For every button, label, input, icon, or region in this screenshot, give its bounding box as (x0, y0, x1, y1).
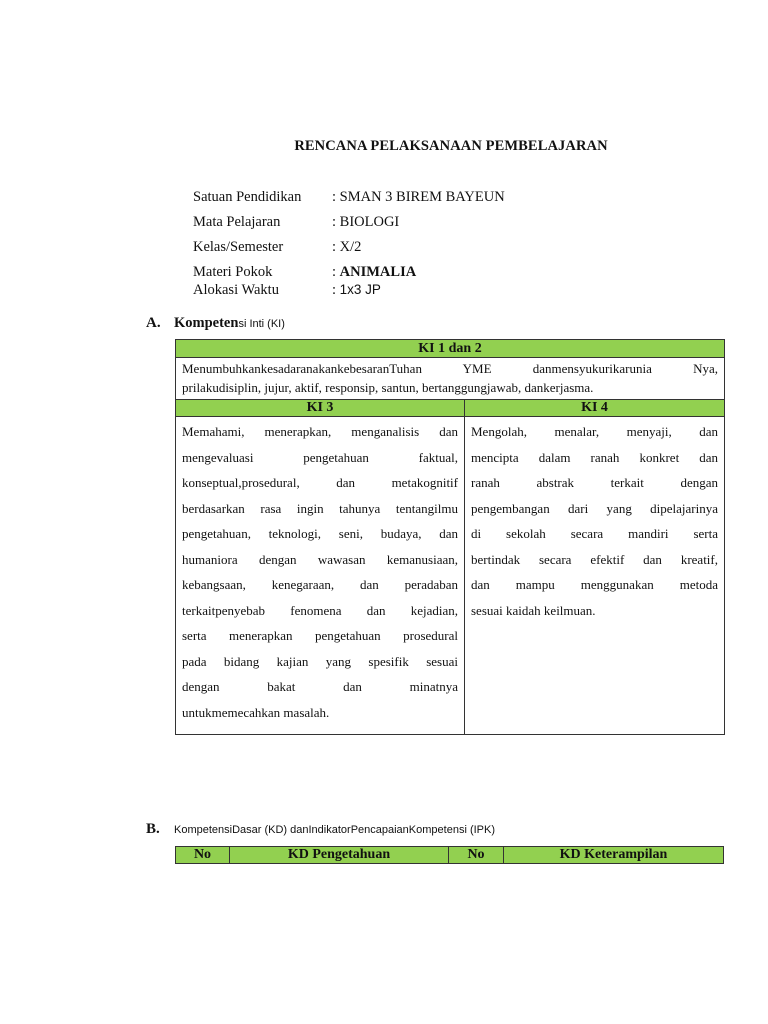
section-b-heading: B. KompetensiDasar (KD) danIndikatorPencapaianKompetensi (IPK) (146, 821, 495, 837)
info-value: : 1x3 JP (332, 282, 381, 298)
document-title: RENCANA PELAKSANAAN PEMBELAJARAN (294, 138, 608, 154)
ki12-header: KI 1 dan 2 (176, 340, 725, 358)
info-value: : BIOLOGI (332, 214, 400, 230)
ki3-header: KI 3 (176, 400, 465, 417)
kd-header-no-2: No (449, 847, 504, 864)
kd-table (175, 846, 724, 864)
ki4-content: Mengolah, menalar, menyaji, dan mencipta dalam ranah konkret dan ranah abstrak terkait dengan pengembangan dari yang dipelajarinya di sekolah secara mandiri serta bertindak secara efektif dan kreatif, dan mampu menggunakan metoda sesuai kaidah keilmuan. (465, 417, 725, 735)
kd-header-pengetahuan: KD Pengetahuan (230, 847, 449, 864)
info-label: Kelas/Semester (193, 239, 284, 255)
section-letter: B. (146, 821, 160, 837)
info-label: Materi Pokok (193, 264, 273, 280)
info-value: : SMAN 3 BIREM BAYEUN (332, 189, 505, 205)
info-label: Satuan Pendidikan (193, 189, 302, 205)
kd-header-no: No (176, 847, 230, 864)
info-label: Alokasi Waktu (193, 282, 279, 298)
ki12-content: MenumbuhkankesadaranakankebesaranTuhan YME danmensyukurikarunia Nya, prilakudisiplin, jujur, aktif, responsip, santun, bertanggungjawab, dankerjasma. (176, 358, 725, 400)
info-value: : ANIMALIA (332, 264, 417, 280)
info-label: Mata Pelajaran (193, 214, 281, 230)
section-letter: A. (146, 315, 161, 331)
info-value: : X/2 (332, 239, 362, 255)
ki-table (175, 339, 725, 735)
ki3-content: Memahami, menerapkan, menganalisis dan mengevaluasi pengetahuan faktual, konseptual,prosedural, dan metakognitif berdasarkan rasa ingin tahunya tentangilmu pengetahuan, teknologi, seni, budaya, dan humaniora dengan wawasan kemanusiaan, kebangsaan, kenegaraan, dan peradaban terkaitpenyebab fenomena dan kejadian, serta menerapkan pengetahuan prosedural pada bidang kajian yang spesifik sesuai dengan bakat dan minatnya untukmemecahkan masalah. (176, 417, 465, 735)
section-a-heading: A. Kompetensi Inti (KI) (146, 315, 285, 331)
kd-header-keterampilan: KD Keterampilan (504, 847, 724, 864)
ki4-header: KI 4 (465, 400, 725, 417)
